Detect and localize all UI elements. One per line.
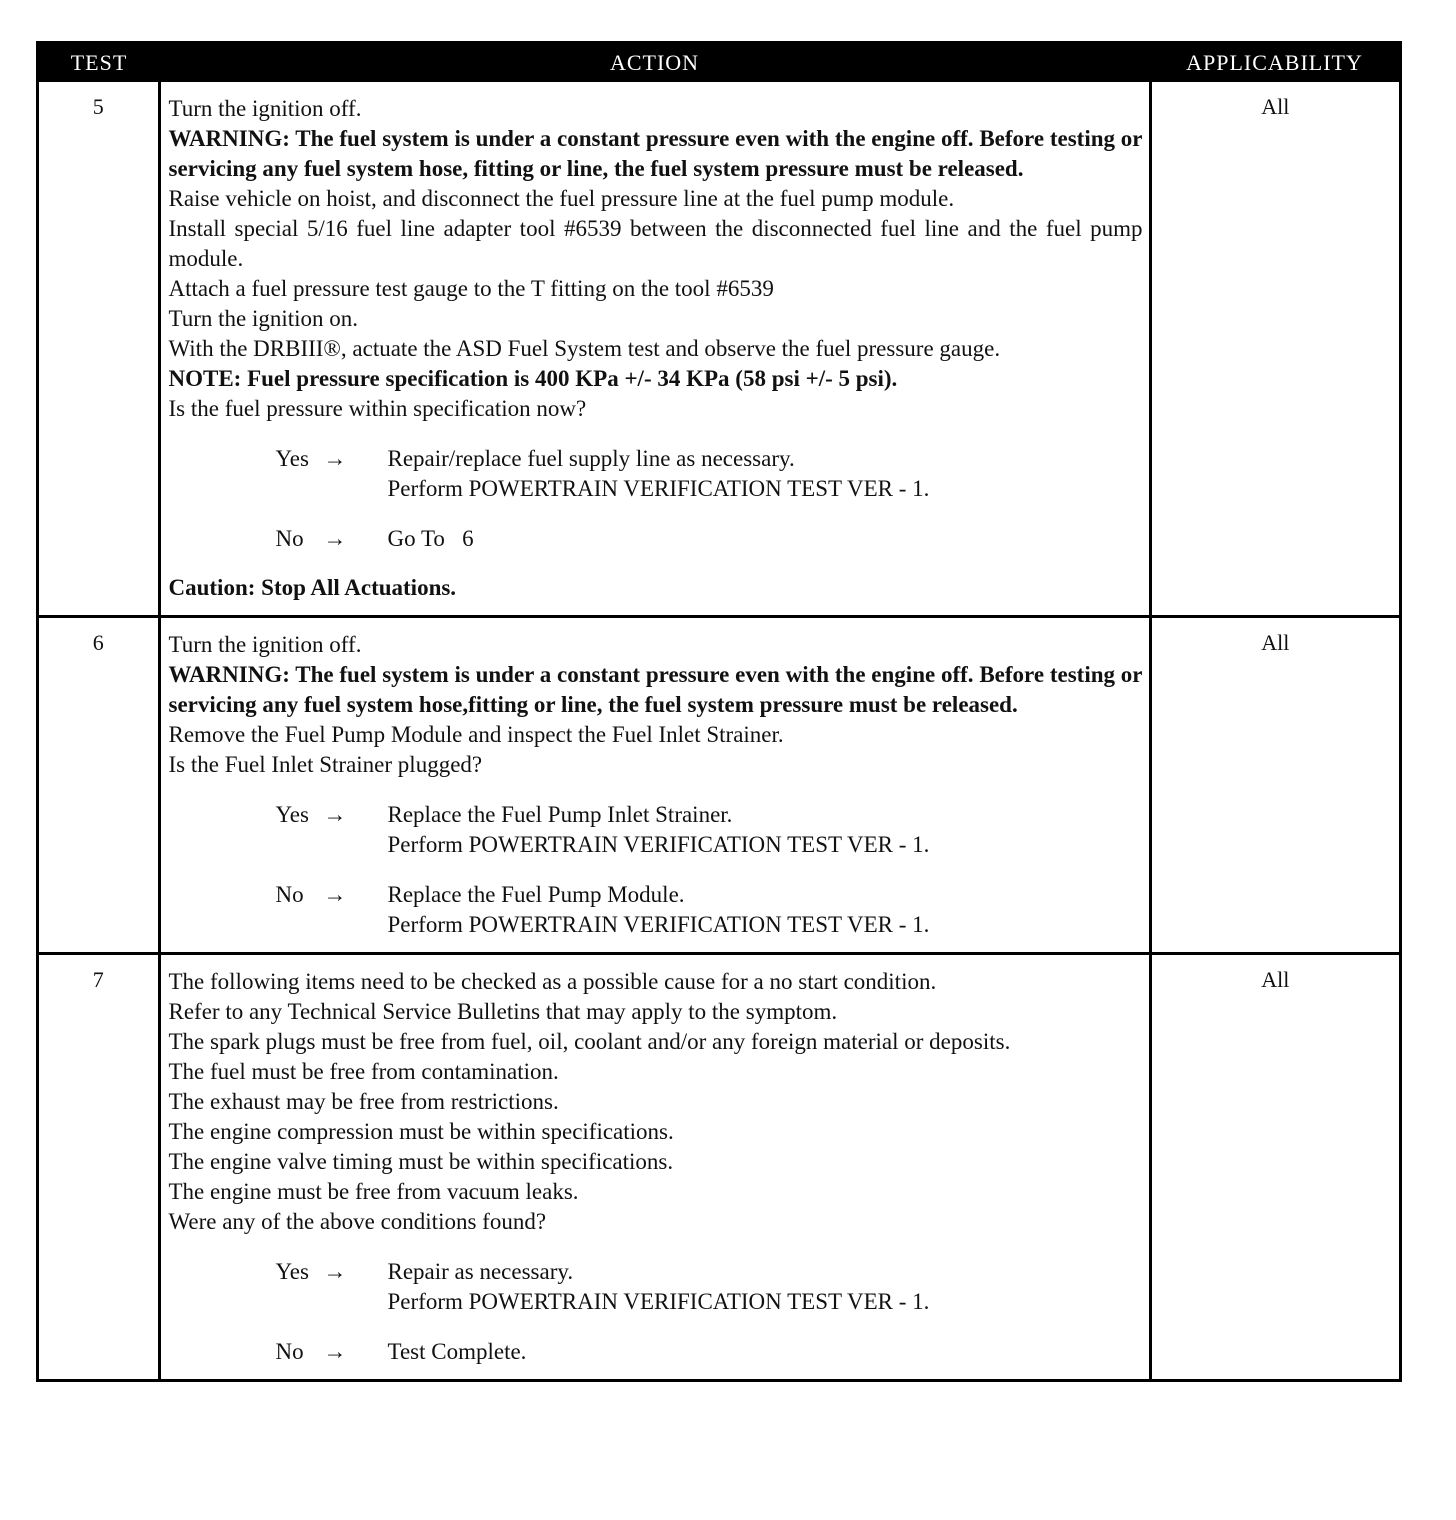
question: Is the Fuel Inlet Strainer plugged? (168, 752, 483, 777)
no-steps (388, 880, 1143, 940)
yes-branch (276, 1257, 1143, 1317)
instruction: Raise vehicle on hoist, and disconnect the fuel pressure line at the fuel pump module. (168, 186, 955, 211)
branch-step: Test Complete. (387, 1339, 527, 1364)
instruction: The exhaust may be free from restrictions. (168, 1089, 559, 1114)
branch-step: Replace the Fuel Pump Inlet Strainer. (387, 802, 733, 827)
table-header-row (39, 44, 1399, 82)
branch-step: Perform POWERTRAIN VERIFICATION TEST VER - 1. (387, 912, 930, 937)
instruction: Turn the ignition off. (168, 96, 362, 121)
instruction: Turn the ignition on. (168, 306, 359, 331)
arrow-icon: → (323, 1339, 347, 1364)
question: Is the fuel pressure within specification now? (168, 396, 587, 421)
action-cell (159, 82, 1150, 617)
warning-text: WARNING: The fuel system is under a constant pressure even with the engine off. Before testing or servicing any fuel system hose,fitting or line, the fuel system pressure must be released. (168, 662, 1143, 717)
instruction: The engine compression must be within specifications. (168, 1119, 674, 1144)
branch-step: Repair/replace fuel supply line as necessary. (387, 446, 795, 471)
branch-step: Perform POWERTRAIN VERIFICATION TEST VER - 1. (387, 1289, 930, 1314)
instruction: Remove the Fuel Pump Module and inspect the Fuel Inlet Strainer. (168, 722, 784, 747)
instruction: Refer to any Technical Service Bulletins that may apply to the symptom. (168, 999, 838, 1024)
branch-step: Go To 6 (387, 526, 474, 551)
yes-label: Yes (275, 1259, 309, 1284)
branch-step: Repair as necessary. (387, 1259, 574, 1284)
instruction: The spark plugs must be free from fuel, oil, coolant and/or any foreign material or deposits. (168, 1029, 1011, 1054)
yes-branch (276, 800, 1143, 860)
table-row (39, 82, 1399, 617)
instruction: The engine must be free from vacuum leaks. (168, 1179, 579, 1204)
branch-step: Perform POWERTRAIN VERIFICATION TEST VER - 1. (387, 832, 930, 857)
test-table (39, 44, 1399, 1379)
caution-text: Caution: Stop All Actuations. (168, 575, 457, 600)
instruction: Turn the ignition off. (168, 632, 362, 657)
test-number: 6 (39, 617, 159, 954)
no-steps (388, 524, 1143, 554)
applicability-value: All (1150, 82, 1399, 617)
no-branch (276, 880, 1143, 940)
no-branch (276, 1337, 1143, 1367)
instruction: The engine valve timing must be within specifications. (168, 1149, 674, 1174)
instruction: Install special 5/16 fuel line adapter tool #6539 between the disconnected fuel line and the fuel pump module. (168, 216, 1143, 271)
yes-steps (388, 1257, 1143, 1317)
arrow-icon: → (323, 1259, 347, 1284)
instruction: With the DRBIII®, actuate the ASD Fuel System test and observe the fuel pressure gauge. (168, 336, 1001, 361)
no-steps (388, 1337, 1143, 1367)
no-label: No (275, 1339, 304, 1364)
header-test: TEST (39, 44, 159, 82)
question: Were any of the above conditions found? (168, 1209, 547, 1234)
action-cell (159, 617, 1150, 954)
yes-label: Yes (275, 802, 309, 827)
note-text: NOTE: Fuel pressure specification is 400 KPa +/- 34 KPa (58 psi +/- 5 psi). (168, 366, 898, 391)
instruction: Attach a fuel pressure test gauge to the T fitting on the tool #6539 (168, 276, 774, 301)
yes-steps (388, 444, 1143, 504)
diagnostic-test-table (36, 41, 1402, 1382)
header-applicability: APPLICABILITY (1150, 44, 1399, 82)
applicability-value: All (1150, 954, 1399, 1380)
branch-step: Replace the Fuel Pump Module. (387, 882, 685, 907)
no-label: No (275, 882, 304, 907)
arrow-icon: → (323, 882, 347, 907)
instruction: The following items need to be checked as a possible cause for a no start condition. (168, 969, 937, 994)
table-row (39, 954, 1399, 1380)
yes-label: Yes (275, 446, 309, 471)
arrow-icon: → (323, 526, 347, 551)
instruction: The fuel must be free from contamination. (168, 1059, 559, 1084)
no-label: No (275, 526, 304, 551)
yes-branch (276, 444, 1143, 504)
table-row (39, 617, 1399, 954)
yes-steps (388, 800, 1143, 860)
test-number: 5 (39, 82, 159, 617)
warning-text: WARNING: The fuel system is under a constant pressure even with the engine off. Before testing or servicing any fuel system hose, fitting or line, the fuel system pressure must be released. (168, 126, 1143, 181)
arrow-icon: → (323, 446, 347, 471)
branch-step: Perform POWERTRAIN VERIFICATION TEST VER - 1. (387, 476, 930, 501)
test-number: 7 (39, 954, 159, 1380)
applicability-value: All (1150, 617, 1399, 954)
no-branch (276, 524, 1143, 554)
header-action: ACTION (159, 44, 1150, 82)
action-cell (159, 954, 1150, 1380)
arrow-icon: → (323, 802, 347, 827)
